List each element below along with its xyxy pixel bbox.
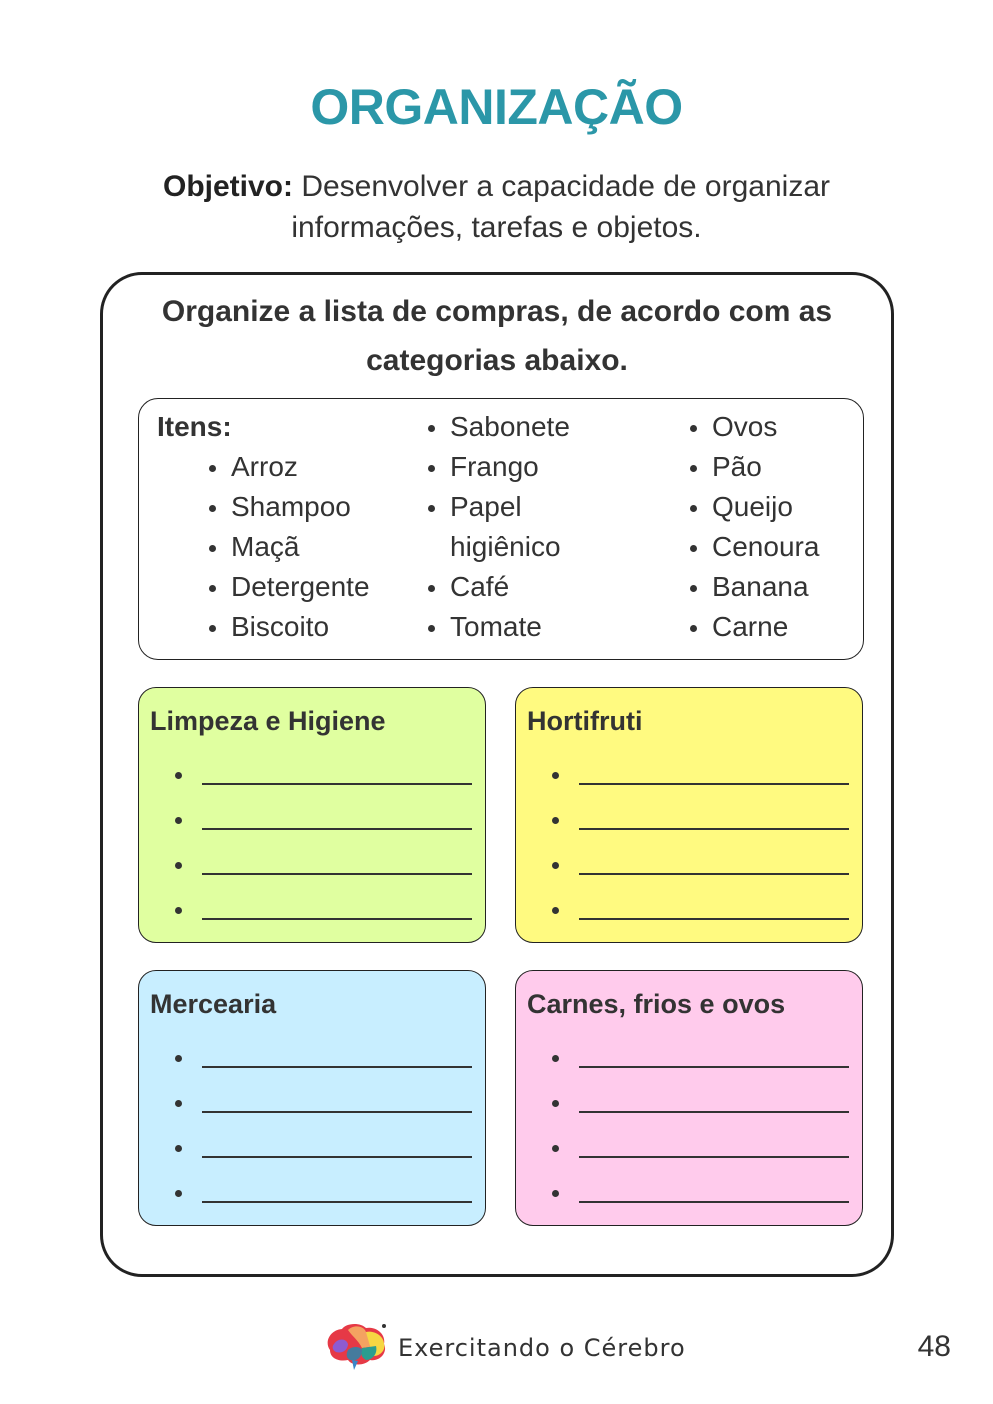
category-carnes-frios-ovos xyxy=(515,970,863,1226)
items-column-1 xyxy=(157,407,370,647)
category-mercearia xyxy=(138,970,486,1226)
list-item: Shampoo xyxy=(205,487,370,527)
list-item: Frango xyxy=(424,447,594,487)
list-item: Pão xyxy=(686,447,819,487)
answer-line[interactable] xyxy=(579,783,849,785)
bullet-dot xyxy=(175,1055,182,1062)
list-item: Detergente xyxy=(205,567,370,607)
list-item: Sabonete xyxy=(424,407,594,447)
bullet-dot xyxy=(175,862,182,869)
bullet-dot xyxy=(175,772,182,779)
bullet-dot xyxy=(552,1145,559,1152)
answer-line[interactable] xyxy=(202,1201,472,1203)
instruction-text: Organize a lista de compras, de acordo com as categorias abaixo. xyxy=(161,295,833,377)
bullet-dot xyxy=(175,1145,182,1152)
category-title: Hortifruti xyxy=(527,706,643,736)
answer-line[interactable] xyxy=(202,783,472,785)
list-item: Arroz xyxy=(205,447,370,487)
bullet-dot xyxy=(552,817,559,824)
objective-label: Objetivo: xyxy=(162,170,293,203)
answer-line[interactable] xyxy=(202,1156,472,1158)
list-item: Carne xyxy=(686,607,819,647)
list-item: Biscoito xyxy=(205,607,370,647)
page-title: ORGANIZAÇÃO xyxy=(310,79,683,135)
answer-line[interactable] xyxy=(579,1066,849,1068)
list-item: Café xyxy=(424,567,594,607)
colorful-brain-icon xyxy=(322,1320,390,1377)
answer-line[interactable] xyxy=(202,873,472,875)
list-item: Maçã xyxy=(205,527,370,567)
items-column-3 xyxy=(686,407,819,647)
category-limpeza-higiene xyxy=(138,687,486,943)
bullet-dot xyxy=(552,862,559,869)
brand-name: Exercitando o Cérebro xyxy=(398,1334,686,1362)
answer-line[interactable] xyxy=(579,1156,849,1158)
bullet-dot xyxy=(552,1055,559,1062)
list-item: Banana xyxy=(686,567,819,607)
answer-line[interactable] xyxy=(202,918,472,920)
category-hortifruti xyxy=(515,687,863,943)
answer-line[interactable] xyxy=(579,1201,849,1203)
bullet-dot xyxy=(552,1190,559,1197)
bullet-dot xyxy=(175,1100,182,1107)
items-label: Itens: xyxy=(157,411,232,442)
answer-line[interactable] xyxy=(202,1066,472,1068)
category-title: Mercearia xyxy=(150,989,277,1019)
answer-line[interactable] xyxy=(579,1111,849,1113)
items-list-box xyxy=(138,398,864,660)
objective-text: Desenvolver a capacidade de organizar informações, tarefas e objetos. xyxy=(291,170,830,244)
bullet-dot xyxy=(175,1190,182,1197)
page-number: 48 xyxy=(917,1330,951,1363)
objective xyxy=(150,166,843,248)
list-item: Cenoura xyxy=(686,527,819,567)
answer-line[interactable] xyxy=(202,1111,472,1113)
list-item: Papel higiênico xyxy=(424,487,594,567)
list-item: Ovos xyxy=(686,407,819,447)
category-title: Limpeza e Higiene xyxy=(150,706,386,736)
exercise-frame xyxy=(100,272,894,1277)
answer-line[interactable] xyxy=(579,873,849,875)
category-title: Carnes, frios e ovos xyxy=(527,989,786,1019)
bullet-dot xyxy=(175,817,182,824)
list-item: Queijo xyxy=(686,487,819,527)
answer-line[interactable] xyxy=(202,828,472,830)
answer-line[interactable] xyxy=(579,918,849,920)
bullet-dot xyxy=(552,772,559,779)
bullet-dot xyxy=(175,907,182,914)
items-column-2 xyxy=(424,407,594,647)
answer-line[interactable] xyxy=(579,828,849,830)
list-item: Tomate xyxy=(424,607,594,647)
bullet-dot xyxy=(552,1100,559,1107)
bullet-dot xyxy=(552,907,559,914)
